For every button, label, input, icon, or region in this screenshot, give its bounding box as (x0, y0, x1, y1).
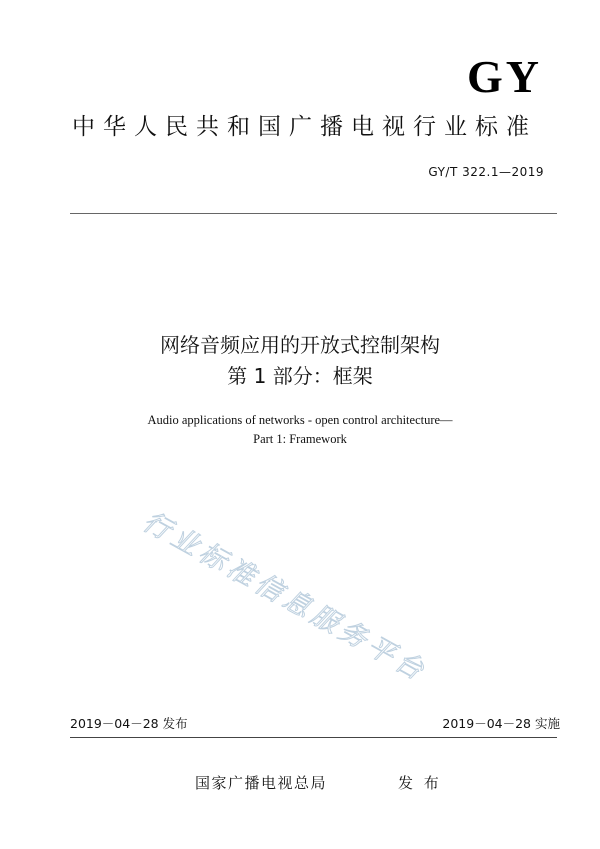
header-divider (70, 213, 557, 214)
chinese-title (0, 330, 600, 392)
issue-label: 发 布 (398, 774, 442, 792)
gy-logo: GY (467, 51, 542, 102)
implementation-date: 2019－04－28 实施 (442, 716, 560, 731)
standard-number: GY/T 322.1—2019 (428, 165, 544, 179)
issue-date: 2019－04－28 发布 (70, 716, 188, 731)
english-title-line-2: Part 1: Framework (253, 432, 347, 446)
english-title-line-1: Audio applications of networks - open control architecture— (147, 413, 453, 427)
footer-divider (70, 737, 557, 738)
standard-title: 中华人民共和国广播电视行业标准 (72, 114, 537, 140)
issuing-authority: 国家广播电视总局 (195, 774, 328, 792)
english-title (0, 411, 600, 449)
watermark: 行业标准信息服务平台 (137, 506, 433, 689)
chinese-title-line-2: 第 1 部分：框架 (227, 364, 373, 388)
chinese-title-line-1: 网络音频应用的开放式控制架构 (160, 333, 440, 357)
